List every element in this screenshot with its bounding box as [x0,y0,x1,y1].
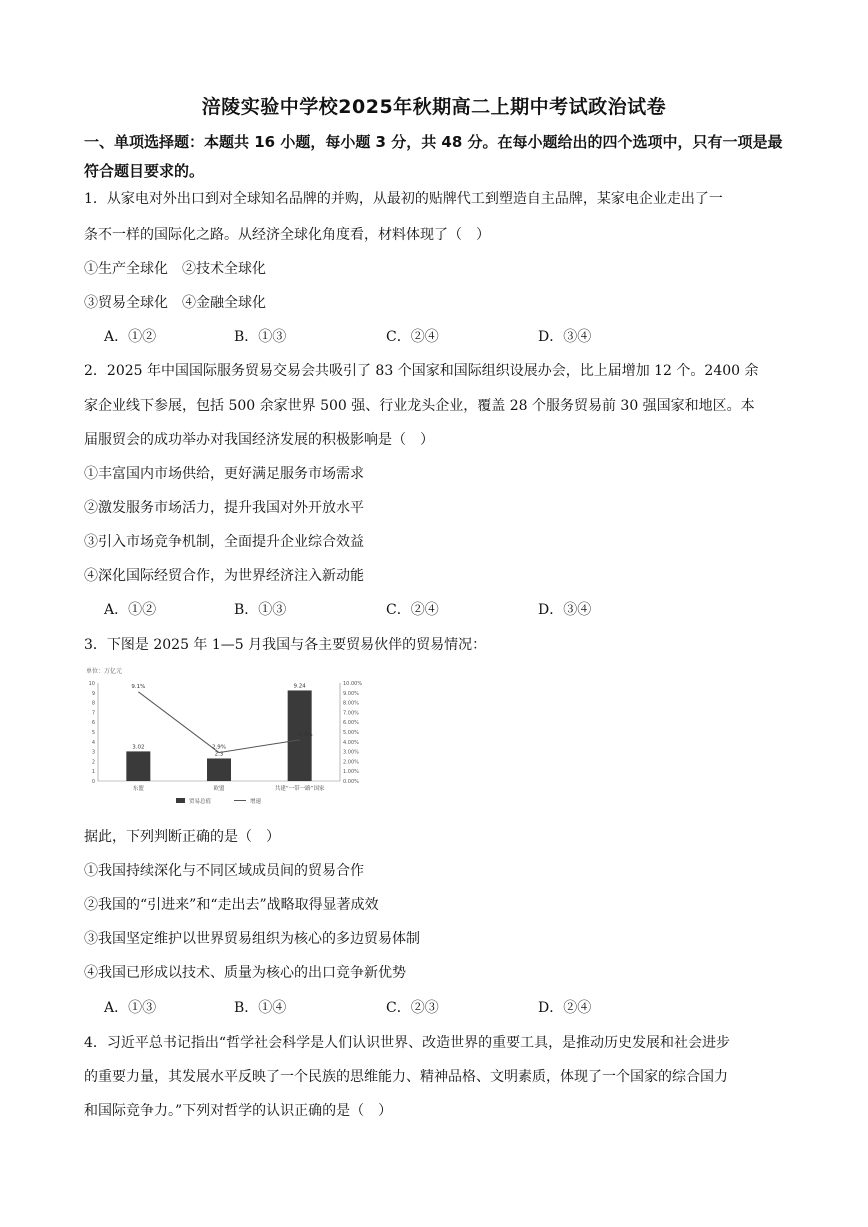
y-right-tick-label: 9.00% [343,690,359,697]
y-left-tick-label: 9 [91,690,95,697]
q3-item-4: ④我国已形成以技术、质量为核心的出口竞争新优势 [84,965,406,981]
y-right-tick-label: 0.00% [343,779,359,785]
y-left-tick-label: 2 [91,759,95,766]
q3-item-3: ③我国坚定维护以世界贸易组织为核心的多边贸易体制 [84,931,420,947]
q1-stem-line2: 条不一样的国际化之路。从经济全球化角度看，材料体现了（ ） [84,227,490,243]
q2-item-1: ①丰富国内市场供给，更好满足服务市场需求 [84,466,364,482]
q2-option-c[interactable]: C．②④ [386,602,439,618]
y-left-tick-label: 5 [91,730,95,736]
legend-line-label: 增速 [250,799,262,805]
q3-item-2: ②我国的“引进来”和“走出去”战略取得显著成效 [84,897,379,913]
y-right-tick-label: 5.00% [343,730,359,736]
y-right-tick-label: 7.00% [343,710,359,717]
y-right-tick-label: 1.00% [343,769,359,776]
line-data-label: 2.9% [212,744,226,751]
q1-option-c[interactable]: C．②④ [386,329,439,345]
q3-option-a[interactable]: A．①③ [104,1000,157,1016]
q4-stem-line2: 的重要力量，其发展水平反映了一个民族的思维能力、精神品格、文明素质，体现了一个国家的综合国力 [84,1069,728,1085]
page-title: 涪陵实验中学校2025年秋期高二上期中考试政治试卷 [201,96,667,118]
y-left-tick-label: 10 [88,681,95,687]
legend-bar-label: 贸易总值 [189,799,212,805]
bar-data-label: 9.24 [293,683,306,690]
q3-option-b[interactable]: B．①④ [234,1000,287,1016]
q2-option-b[interactable]: B．①③ [234,602,287,618]
bar-data-label: 2.3 [214,751,224,758]
q2-stem-line1: 2．2025 年中国国际服务贸易交易会共吸引了 83 个国家和国际组织设展办会，比上届增加 12 个。2400 余 [84,363,759,379]
y-right-tick-label: 10.00% [343,681,363,687]
q3-option-d[interactable]: D．②④ [538,1000,592,1016]
x-tick-label: 欧盟 [213,786,225,792]
trade-chart [84,663,384,813]
q1-stem-line1: 1．从家电对外出口到对全球知名品牌的并购，从最初的贴牌代工到塑造自主品牌，某家电企业走出了一 [84,191,723,207]
chart-unit-label: 单位：万亿元 [86,668,123,675]
q1-items-line1: ①生产全球化 ②技术全球化 [84,261,266,277]
q1-option-a[interactable]: A．①② [104,329,157,345]
y-left-tick-label: 3 [91,749,95,756]
bar-data-label: 3.02 [132,744,145,751]
q1-option-b[interactable]: B．①③ [234,329,287,345]
q2-item-4: ④深化国际经贸合作，为世界经济注入新动能 [84,568,364,584]
legend-bar-swatch [176,798,185,803]
q3-after-chart: 据此，下列判断正确的是（ ） [84,829,280,845]
q2-item-2: ②激发服务市场活力，提升我国对外开放水平 [84,500,364,516]
q2-item-3: ③引入市场竞争机制，全面提升企业综合效益 [84,534,364,550]
q4-stem-line3: 和国际竞争力。”下列对哲学的认识正确的是（ ） [84,1103,393,1119]
q2-stem-line2: 家企业线下参展，包括 500 余家世界 500 强、行业龙头企业，覆盖 28 个服务贸易前 30 强国家和地区。本 [84,398,755,414]
x-tick-label: 东盟 [132,786,144,792]
q1-items-line2: ③贸易全球化 ④金融全球化 [84,295,266,311]
y-right-tick-label: 8.00% [343,700,359,707]
y-right-tick-label: 6.00% [343,720,359,727]
trade-chart-svg [84,663,384,813]
q4-stem-line1: 4．习近平总书记指出“哲学社会科学是人们认识世界、改造世界的重要工具，是推动历史发展和社会进步 [84,1035,731,1051]
y-left-tick-label: 0 [91,779,95,785]
section-heading: 一、单项选择题：本题共 16 小题，每小题 3 分，共 48 分。在每小题给出的四个选项中，只有一项是最符合题目要求的。 [84,133,783,180]
q1-option-d[interactable]: D．③④ [538,329,592,345]
q2-option-a[interactable]: A．①② [104,602,157,618]
q2-stem-line3: 届服贸会的成功举办对我国经济发展的积极影响是（ ） [84,432,434,448]
x-tick-label: 共建“一带一路”国家 [274,786,325,792]
bar-mark [207,758,231,781]
y-left-tick-label: 7 [91,710,95,717]
y-right-tick-label: 2.00% [343,759,359,766]
q3-item-1: ①我国持续深化与不同区域成员间的贸易合作 [84,863,364,879]
growth-line [138,692,299,753]
q3-stem: 3．下图是 2025 年 1—5 月我国与各主要贸易伙伴的贸易情况： [84,637,487,653]
y-left-tick-label: 4 [91,739,95,746]
y-left-tick-label: 1 [91,769,95,776]
q3-option-c[interactable]: C．②③ [386,1000,439,1016]
y-right-tick-label: 3.00% [343,749,359,756]
bar-mark [126,751,150,781]
line-data-label: 4.2% [298,731,313,738]
line-data-label: 9.1% [131,683,146,690]
q2-option-d[interactable]: D．③④ [538,602,592,618]
y-left-tick-label: 8 [91,700,95,707]
y-left-tick-label: 6 [91,720,95,727]
y-right-tick-label: 4.00% [343,739,359,746]
